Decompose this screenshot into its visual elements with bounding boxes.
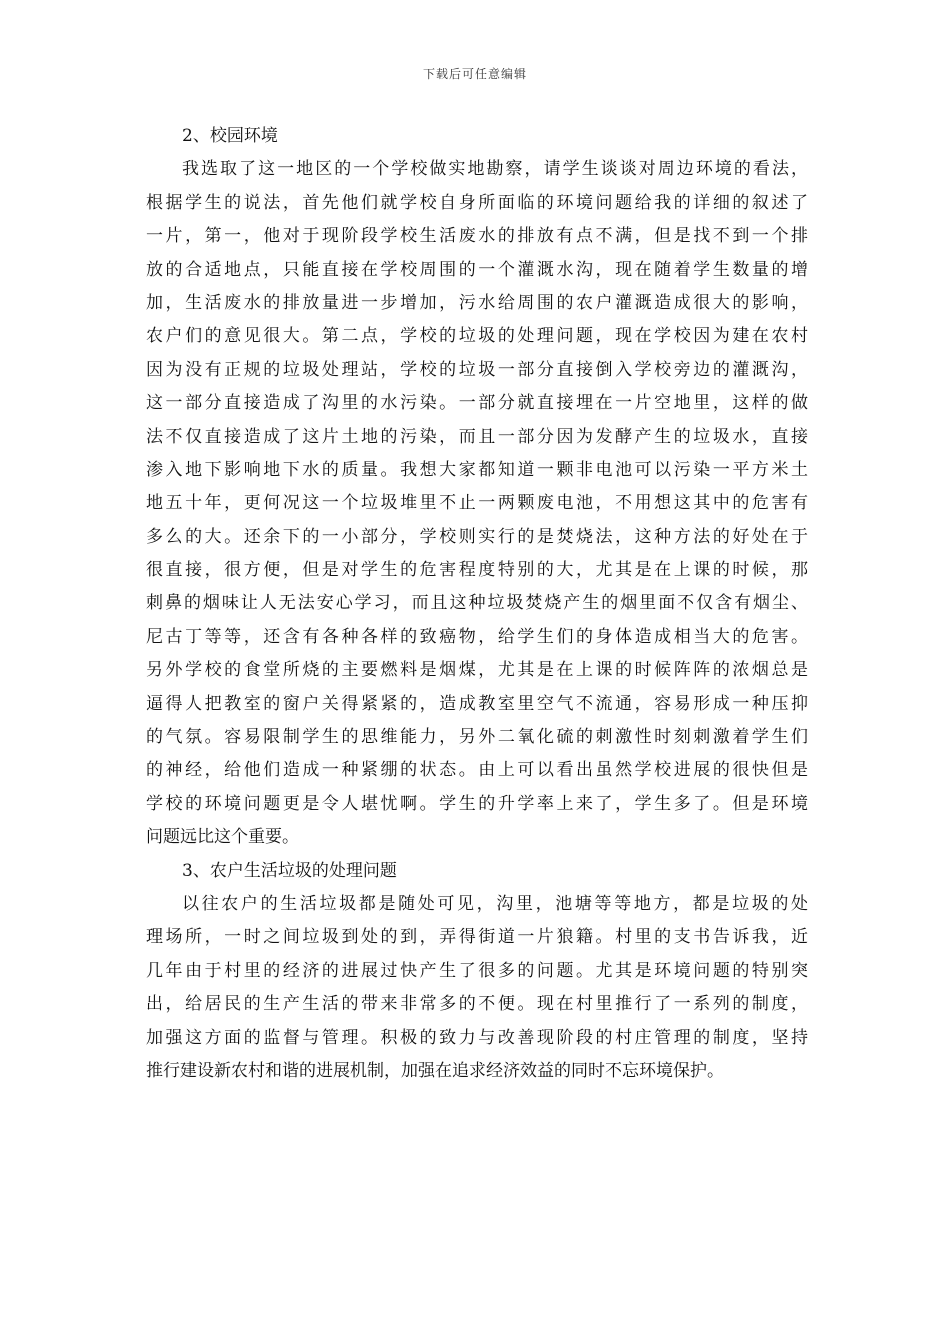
section-3-heading: 3、农户生活垃圾的处理问题 [182, 860, 397, 881]
paragraph-line: 的神经，给他们造成一种紧绷的状态。由上可以看出虽然学校进展的很快但是 [146, 760, 808, 781]
paragraph-line: 根据学生的说法，首先他们就学校自身所面临的环境问题给我的详细的叙述了 [146, 192, 808, 213]
paragraph-line: 地五十年，更何况这一个垃圾堆里不止一两颗废电池，不用想这其中的危害有 [146, 493, 808, 514]
paragraph-line: 多么的大。还余下的一小部分，学校则实行的是焚烧法，这种方法的好处在于 [146, 526, 808, 547]
paragraph-line: 农户们的意见很大。第二点，学校的垃圾的处理问题，现在学校因为建在农村 [146, 326, 808, 347]
paragraph-line: 一片，第一，他对于现阶段学校生活废水的排放有点不满，但是找不到一个排 [146, 226, 808, 247]
paragraph-line: 以往农户的生活垃圾都是随处可见，沟里，池塘等等地方，都是垃圾的处 [182, 893, 808, 914]
paragraph-line: 放的合适地点，只能直接在学校周围的一个灌溉水沟，现在随着学生数量的增 [146, 259, 808, 280]
paragraph-line: 的气氛。容易限制学生的思维能力，另外二氧化硫的刺激性时刻刺激着学生们 [146, 727, 808, 748]
paragraph-line: 加强这方面的监督与管理。积极的致力与改善现阶段的村庄管理的制度，坚持 [146, 1027, 808, 1048]
paragraph-line: 推行建设新农村和谐的进展机制，加强在追求经济效益的同时不忘环境保护。 [146, 1060, 724, 1081]
paragraph-line: 出，给居民的生产生活的带来非常多的不便。现在村里推行了一系列的制度， [146, 994, 808, 1015]
paragraph-line: 理场所，一时之间垃圾到处的到，弄得街道一片狼籍。村里的支书告诉我，近 [146, 927, 808, 948]
page-header: 下载后可任意编辑 [422, 67, 527, 81]
paragraph-line: 法不仅直接造成了这片土地的污染，而且一部分因为发酵产生的垃圾水，直接 [146, 426, 808, 447]
paragraph-line: 因为没有正规的垃圾处理站，学校的垃圾一部分直接倒入学校旁边的灌溉沟， [146, 359, 808, 380]
paragraph-line: 另外学校的食堂所烧的主要燃料是烟煤，尤其是在上课的时候阵阵的浓烟总是 [146, 660, 808, 681]
paragraph-line: 加，生活废水的排放量进一步增加，污水给周围的农户灌溉造成很大的影响， [146, 292, 808, 313]
document-body [146, 120, 808, 1088]
paragraph-line: 几年由于村里的经济的进展过快产生了很多的问题。尤其是环境问题的特别突 [146, 960, 808, 981]
paragraph-line: 这一部分直接造成了沟里的水污染。一部分就直接埋在一片空地里，这样的做 [146, 393, 808, 414]
paragraph-line: 刺鼻的烟味让人无法安心学习，而且这种垃圾焚烧产生的烟里面不仅含有烟尘、 [146, 593, 808, 614]
paragraph-line: 我选取了这一地区的一个学校做实地勘察，请学生谈谈对周边环境的看法， [182, 159, 808, 180]
paragraph-line: 逼得人把教室的窗户关得紧紧的，造成教室里空气不流通，容易形成一种压抑 [146, 693, 808, 714]
section-2-heading: 2、校园环境 [182, 126, 278, 146]
paragraph-line: 很直接，很方便，但是对学生的危害程度特别的大，尤其是在上课的时候，那 [146, 560, 808, 581]
paragraph-line: 学校的环境问题更是令人堪忧啊。学生的升学率上来了，学生多了。但是环境 [146, 793, 808, 814]
paragraph-line: 渗入地下影响地下水的质量。我想大家都知道一颗非电池可以污染一平方米土 [146, 459, 808, 480]
paragraph-line: 尼古丁等等，还含有各种各样的致癌物，给学生们的身体造成相当大的危害。 [146, 626, 808, 647]
paragraph-line: 问题远比这个重要。 [146, 827, 299, 848]
